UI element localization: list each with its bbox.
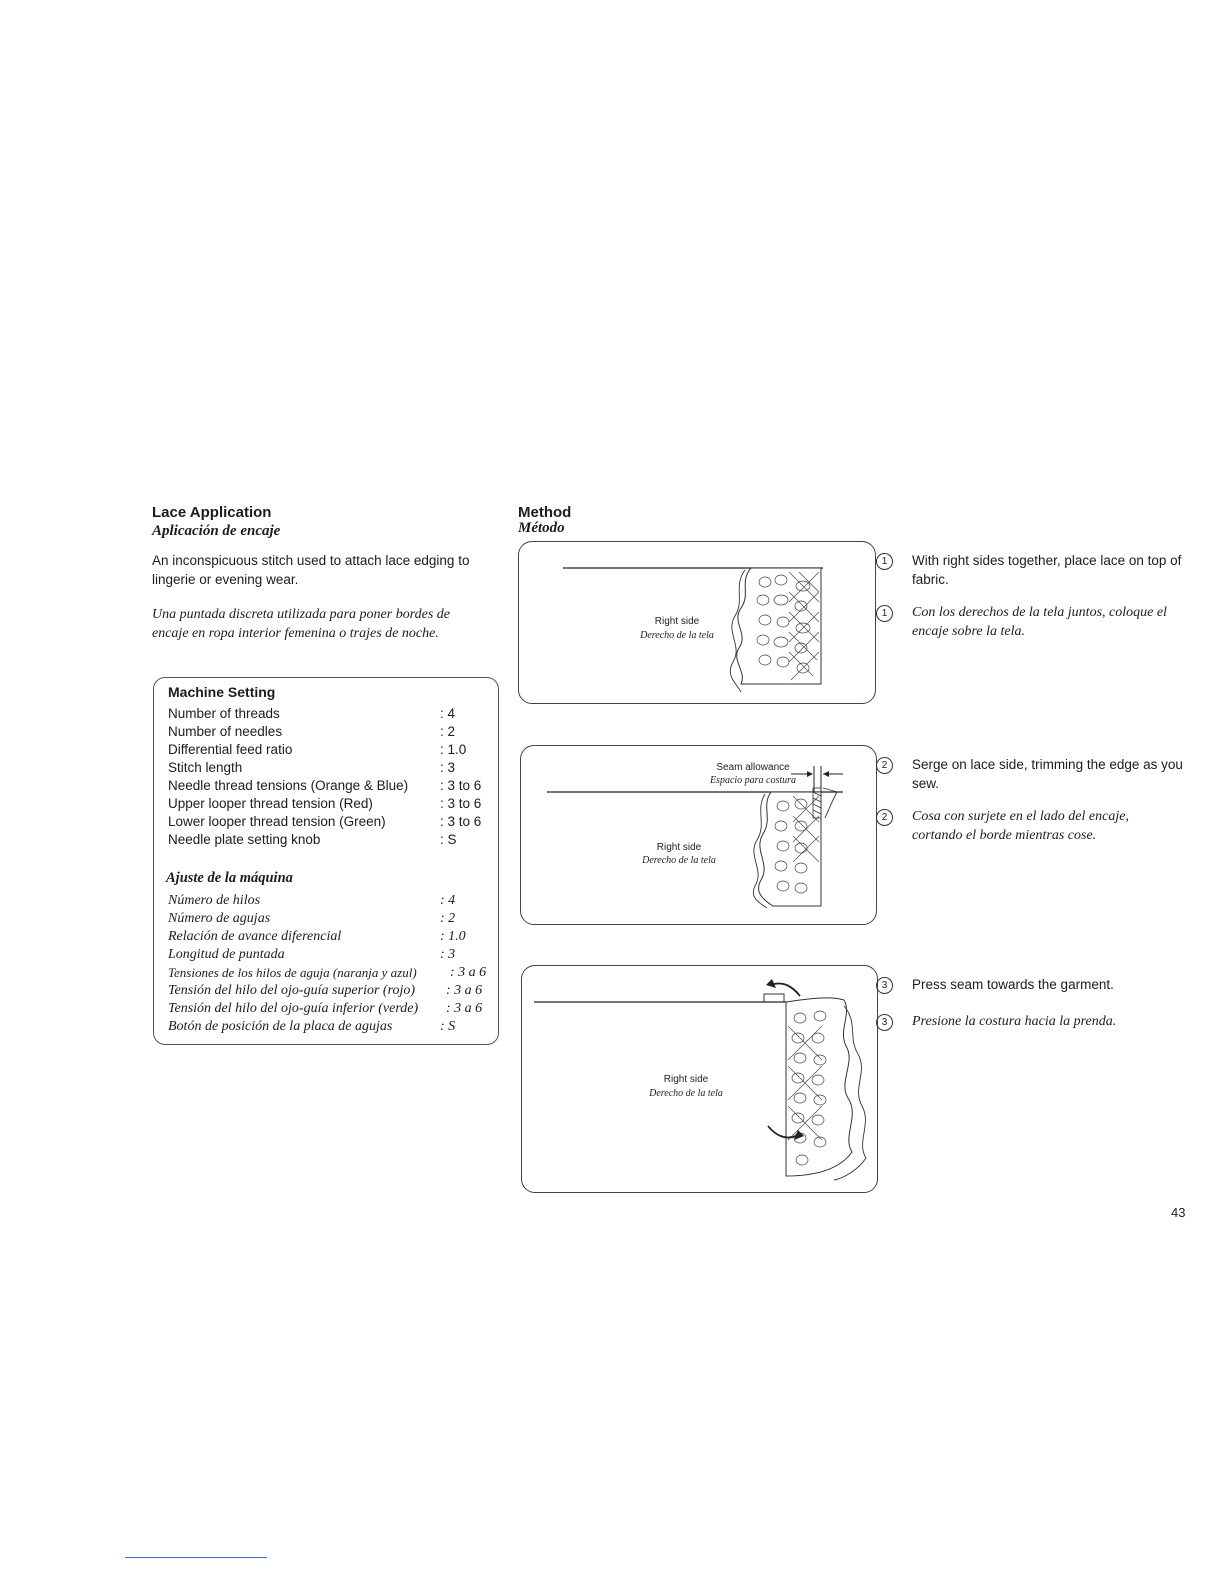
step-number: 1 <box>876 605 893 622</box>
setting-row-es <box>168 965 488 983</box>
setting-row-es <box>168 893 488 911</box>
setting-label-es: Botón de posición de la placa de agujas <box>168 1019 393 1034</box>
setting-row <box>168 778 488 796</box>
step-text-es <box>912 603 1167 641</box>
step-text-es <box>912 1012 1116 1031</box>
method-title: Method <box>518 504 572 521</box>
setting-value: : S <box>440 832 457 847</box>
step-text <box>912 551 1181 589</box>
setting-row <box>168 724 488 742</box>
figure-2-label-seam-allowance: Seam allowance <box>716 762 790 773</box>
figure-2-illustration <box>521 746 878 926</box>
setting-value-es: : 3 a 6 <box>446 1001 483 1016</box>
setting-label: Needle thread tensions (Orange & Blue) <box>168 778 409 793</box>
description-es-line: Una puntada discreta utilizada para poner bordes de <box>152 607 451 622</box>
step-text-line-es: cortando el borde mientras cose. <box>912 828 1097 843</box>
step-number: 2 <box>876 809 893 826</box>
description-es-line: encaje en ropa interior femenina o trajes de noche. <box>152 626 439 641</box>
setting-label-es: Longitud de puntada <box>168 947 285 962</box>
setting-label-es: Relación de avance diferencial <box>168 929 342 944</box>
step-number: 1 <box>876 553 893 570</box>
setting-row <box>168 814 488 832</box>
setting-label: Lower looper thread tension (Green) <box>168 814 386 829</box>
setting-row-es <box>168 1019 488 1037</box>
description-es <box>152 605 450 643</box>
setting-value-es: : 1.0 <box>440 929 466 944</box>
setting-label-es: Tensión del hilo del ojo-guía superior (rojo) <box>168 983 416 998</box>
section-title: Lace Application <box>152 504 272 521</box>
step-text-line: With right sides together, place lace on top of <box>912 553 1182 568</box>
description-en <box>152 551 469 589</box>
setting-label: Number of needles <box>168 724 283 739</box>
figure-1-label-right-side: Right side <box>654 616 700 627</box>
setting-value-es: : 3 a 6 <box>446 983 483 998</box>
setting-row-es <box>168 1001 488 1019</box>
setting-row-es <box>168 929 488 947</box>
figure-1-illustration <box>519 542 877 705</box>
setting-value: : 3 to 6 <box>440 814 482 829</box>
setting-label: Number of threads <box>168 706 280 721</box>
step-text <box>912 755 1183 793</box>
description-en-line: lingerie or evening wear. <box>152 572 299 587</box>
figure-step-3 <box>521 965 878 1193</box>
step-number: 2 <box>876 757 893 774</box>
footer-rule <box>125 1557 267 1558</box>
section-title-es: Aplicación de encaje <box>152 523 281 539</box>
figure-step-1 <box>518 541 876 704</box>
setting-row-es <box>168 983 488 1001</box>
setting-label-es: Número de hilos <box>168 893 261 908</box>
setting-value: : 3 to 6 <box>440 778 482 793</box>
step-text-line: fabric. <box>912 572 949 587</box>
setting-value: : 1.0 <box>440 742 467 757</box>
figure-3-illustration <box>522 966 879 1194</box>
figure-3-label-right-side: Right side <box>663 1074 709 1085</box>
setting-row-es <box>168 947 488 965</box>
page-number: 43 <box>1171 1205 1186 1220</box>
figure-step-2 <box>520 745 877 925</box>
machine-setting-title-es: Ajuste de la máquina <box>166 870 293 886</box>
setting-row <box>168 760 488 778</box>
setting-label-es: Número de agujas <box>168 911 271 926</box>
step-text-line-es: Presione la costura hacia la prenda. <box>912 1014 1117 1029</box>
setting-label: Stitch length <box>168 760 243 775</box>
figure-3-label-right-side-es: Derecho de la tela <box>649 1088 723 1099</box>
setting-label-es: Tensiones de los hilos de aguja (naranja y azul) <box>168 965 417 980</box>
figure-2-label-seam-allowance-es: Espacio para costura <box>709 775 797 786</box>
step-text-line: Press seam towards the garment. <box>912 977 1114 992</box>
setting-value-es: : S <box>440 1019 456 1034</box>
figure-2-label-right-side: Right side <box>656 842 702 853</box>
step-number: 3 <box>876 977 893 994</box>
setting-value-es: : 3 a 6 <box>450 965 487 980</box>
setting-value: : 2 <box>440 724 456 739</box>
setting-value-es: : 3 <box>440 947 456 962</box>
setting-value-es: : 4 <box>440 893 456 908</box>
setting-label: Needle plate setting knob <box>168 832 321 847</box>
setting-value: : 3 <box>440 760 456 775</box>
step-text-line: Serge on lace side, trimming the edge as you <box>912 757 1183 772</box>
setting-row <box>168 742 488 760</box>
step-text-line-es: encaje sobre la tela. <box>912 624 1026 639</box>
figure-1-label-right-side-es: Derecho de la tela <box>640 630 714 641</box>
setting-label-es: Tensión del hilo del ojo-guía inferior (verde) <box>168 1001 419 1016</box>
step-text-line-es: Con los derechos de la tela juntos, coloque el <box>912 605 1167 620</box>
description-en-line: An inconspicuous stitch used to attach lace edging to <box>152 553 470 568</box>
setting-value: : 3 to 6 <box>440 796 482 811</box>
setting-row <box>168 706 488 724</box>
setting-label: Differential feed ratio <box>168 742 293 757</box>
step-text <box>912 975 1114 994</box>
method-title-es: Método <box>518 520 565 536</box>
machine-setting-box <box>153 677 499 1045</box>
setting-label: Upper looper thread tension (Red) <box>168 796 373 811</box>
step-text-es <box>912 807 1129 845</box>
step-number: 3 <box>876 1014 893 1031</box>
step-text-line-es: Cosa con surjete en el lado del encaje, <box>912 809 1129 824</box>
figure-2-label-right-side-es: Derecho de la tela <box>642 855 716 866</box>
machine-setting-title: Machine Setting <box>168 684 276 700</box>
setting-value: : 4 <box>440 706 456 721</box>
setting-row <box>168 796 488 814</box>
setting-value-es: : 2 <box>440 911 456 926</box>
setting-row <box>168 832 488 850</box>
setting-row-es <box>168 911 488 929</box>
step-text-line: sew. <box>912 776 940 791</box>
